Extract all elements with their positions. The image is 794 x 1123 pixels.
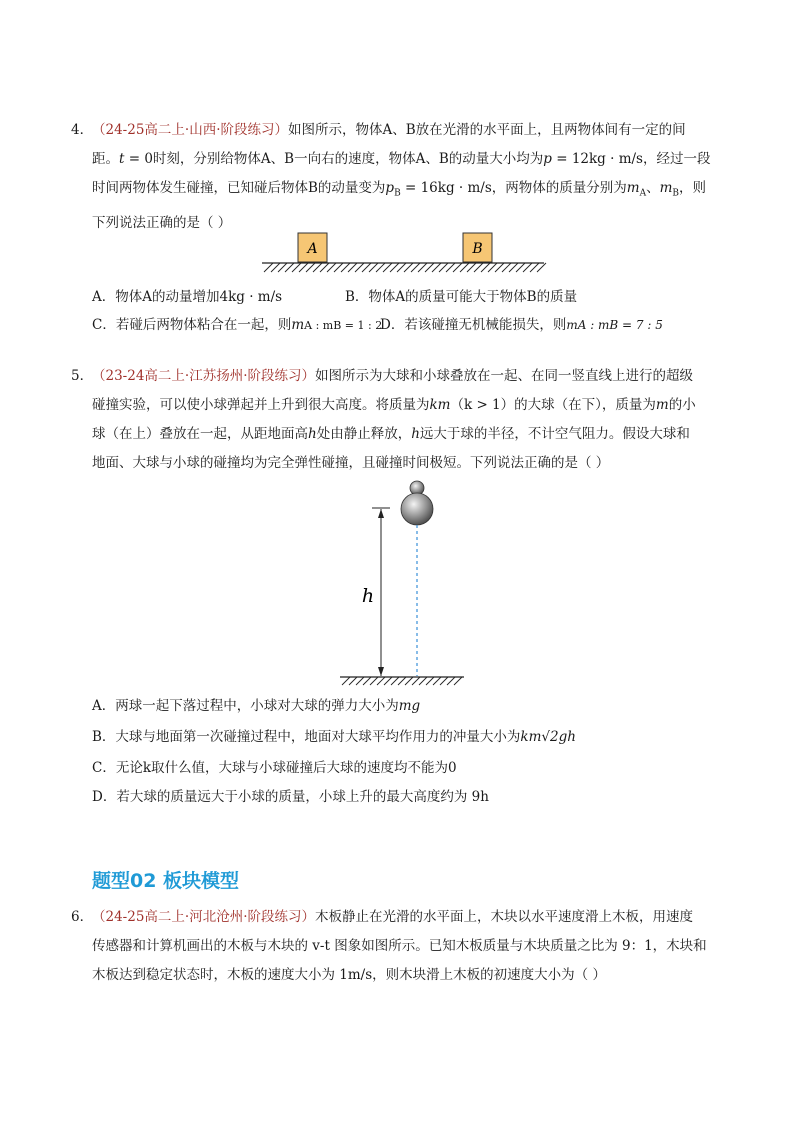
q5-line-1: 5． （23-24高二上·江苏扬州·阶段练习）如图所示为大球和小球叠放在一起、在同一竖直线上进行的超级 <box>92 362 720 391</box>
section-title: 题型02 板块模型 <box>92 870 240 892</box>
q6-line-3: 木板达到稳定状态时，木板的速度大小为 1m/s，则木块滑上木板的初速度大小为（ ） <box>92 967 606 983</box>
height-label: h <box>361 585 375 607</box>
question-4 <box>71 116 720 238</box>
q4-figure <box>258 230 548 280</box>
big-ball <box>401 493 433 525</box>
ground-hatch <box>342 677 462 685</box>
q5-option-d: D．若大球的质量远大于小球的质量，小球上升的最大高度约为 9h <box>92 789 489 805</box>
q4-line-3: 时间两物体发生碰撞，已知碰后物体B的动量变为$p_B = 16kg \cdot m/s$，两物体的质量分别为$m_A$、$m_B$，则 <box>92 180 706 199</box>
q6-line-2: 传感器和计算机画出的木板与木块的 v-t 图象如图所示。已知木板质量与木块质量之比为 9：1，木块和 <box>92 938 707 954</box>
question-6 <box>71 903 720 990</box>
q6-source: （24-25高二上·河北沧州·阶段练习） <box>92 909 316 925</box>
height-arrow-top-head <box>378 509 384 518</box>
q5-figure <box>336 476 468 692</box>
block-a-label: A <box>307 241 318 257</box>
q4-option-b: B．物体A的质量可能大于物体B的质量 <box>345 289 578 305</box>
q5-option-b: B．大球与地面第一次碰撞过程中，地面对大球平均作用力的冲量大小为km√2gh <box>92 729 576 745</box>
q4-option-c: C．若碰后两物体粘合在一起，则mA : mB = 1 : 2 <box>92 317 383 333</box>
q5-option-c: C．无论k取什么值，大球与小球碰撞后大球的速度均不能为0 <box>92 760 457 776</box>
q6-number: 6． <box>71 909 94 925</box>
block-b-label: B <box>472 241 483 257</box>
q5-source: （23-24高二上·江苏扬州·阶段练习） <box>92 368 316 384</box>
q4-option-d: D．若该碰撞无机械能损失，则mA : mB = 7 : 5 <box>380 317 663 333</box>
q5-line-2: 碰撞实验，可以使小球弹起并上升到很大高度。将质量为km（k > 1）的大球（在下），质量为m的小 <box>92 397 696 413</box>
q4-line-1: 4． （24-25高二上·山西·阶段练习）如图所示，物体A、B放在光滑的水平面上，且两物体间有一定的间 <box>92 116 720 145</box>
ground-hatch <box>264 263 546 272</box>
question-5 <box>71 362 720 478</box>
q5-number: 5． <box>71 368 94 384</box>
q5-line-3: 球（在上）叠放在一起，从距地面高h处由静止释放，h远大于球的半径，不计空气阻力。假设大球和 <box>92 426 690 442</box>
q4-line-4: 下列说法正确的是（ ） <box>92 214 232 231</box>
q6-line-1: 6． （24-25高二上·河北沧州·阶段练习）木板静止在光滑的水平面上，木块以水平速度滑上木板，用速度 <box>92 903 720 932</box>
q4-option-a: A．物体A的动量增加4kg · m/s <box>92 289 283 305</box>
height-arrow-bottom-head <box>378 667 384 676</box>
q5-option-a: A．两球一起下落过程中，小球对大球的弹力大小为mg <box>92 698 421 714</box>
q4-line-2: 距。t = 0时刻，分别给物体A、B一向右的速度，物体A、B的动量大小均为p = 12kg · m/s，经过一段 <box>92 151 711 167</box>
q4-number: 4． <box>71 122 94 138</box>
q5-line-4: 地面、大球与小球的碰撞均为完全弹性碰撞，且碰撞时间极短。下列说法正确的是（ ） <box>92 455 610 471</box>
q4-source: （24-25高二上·山西·阶段练习） <box>92 122 289 138</box>
